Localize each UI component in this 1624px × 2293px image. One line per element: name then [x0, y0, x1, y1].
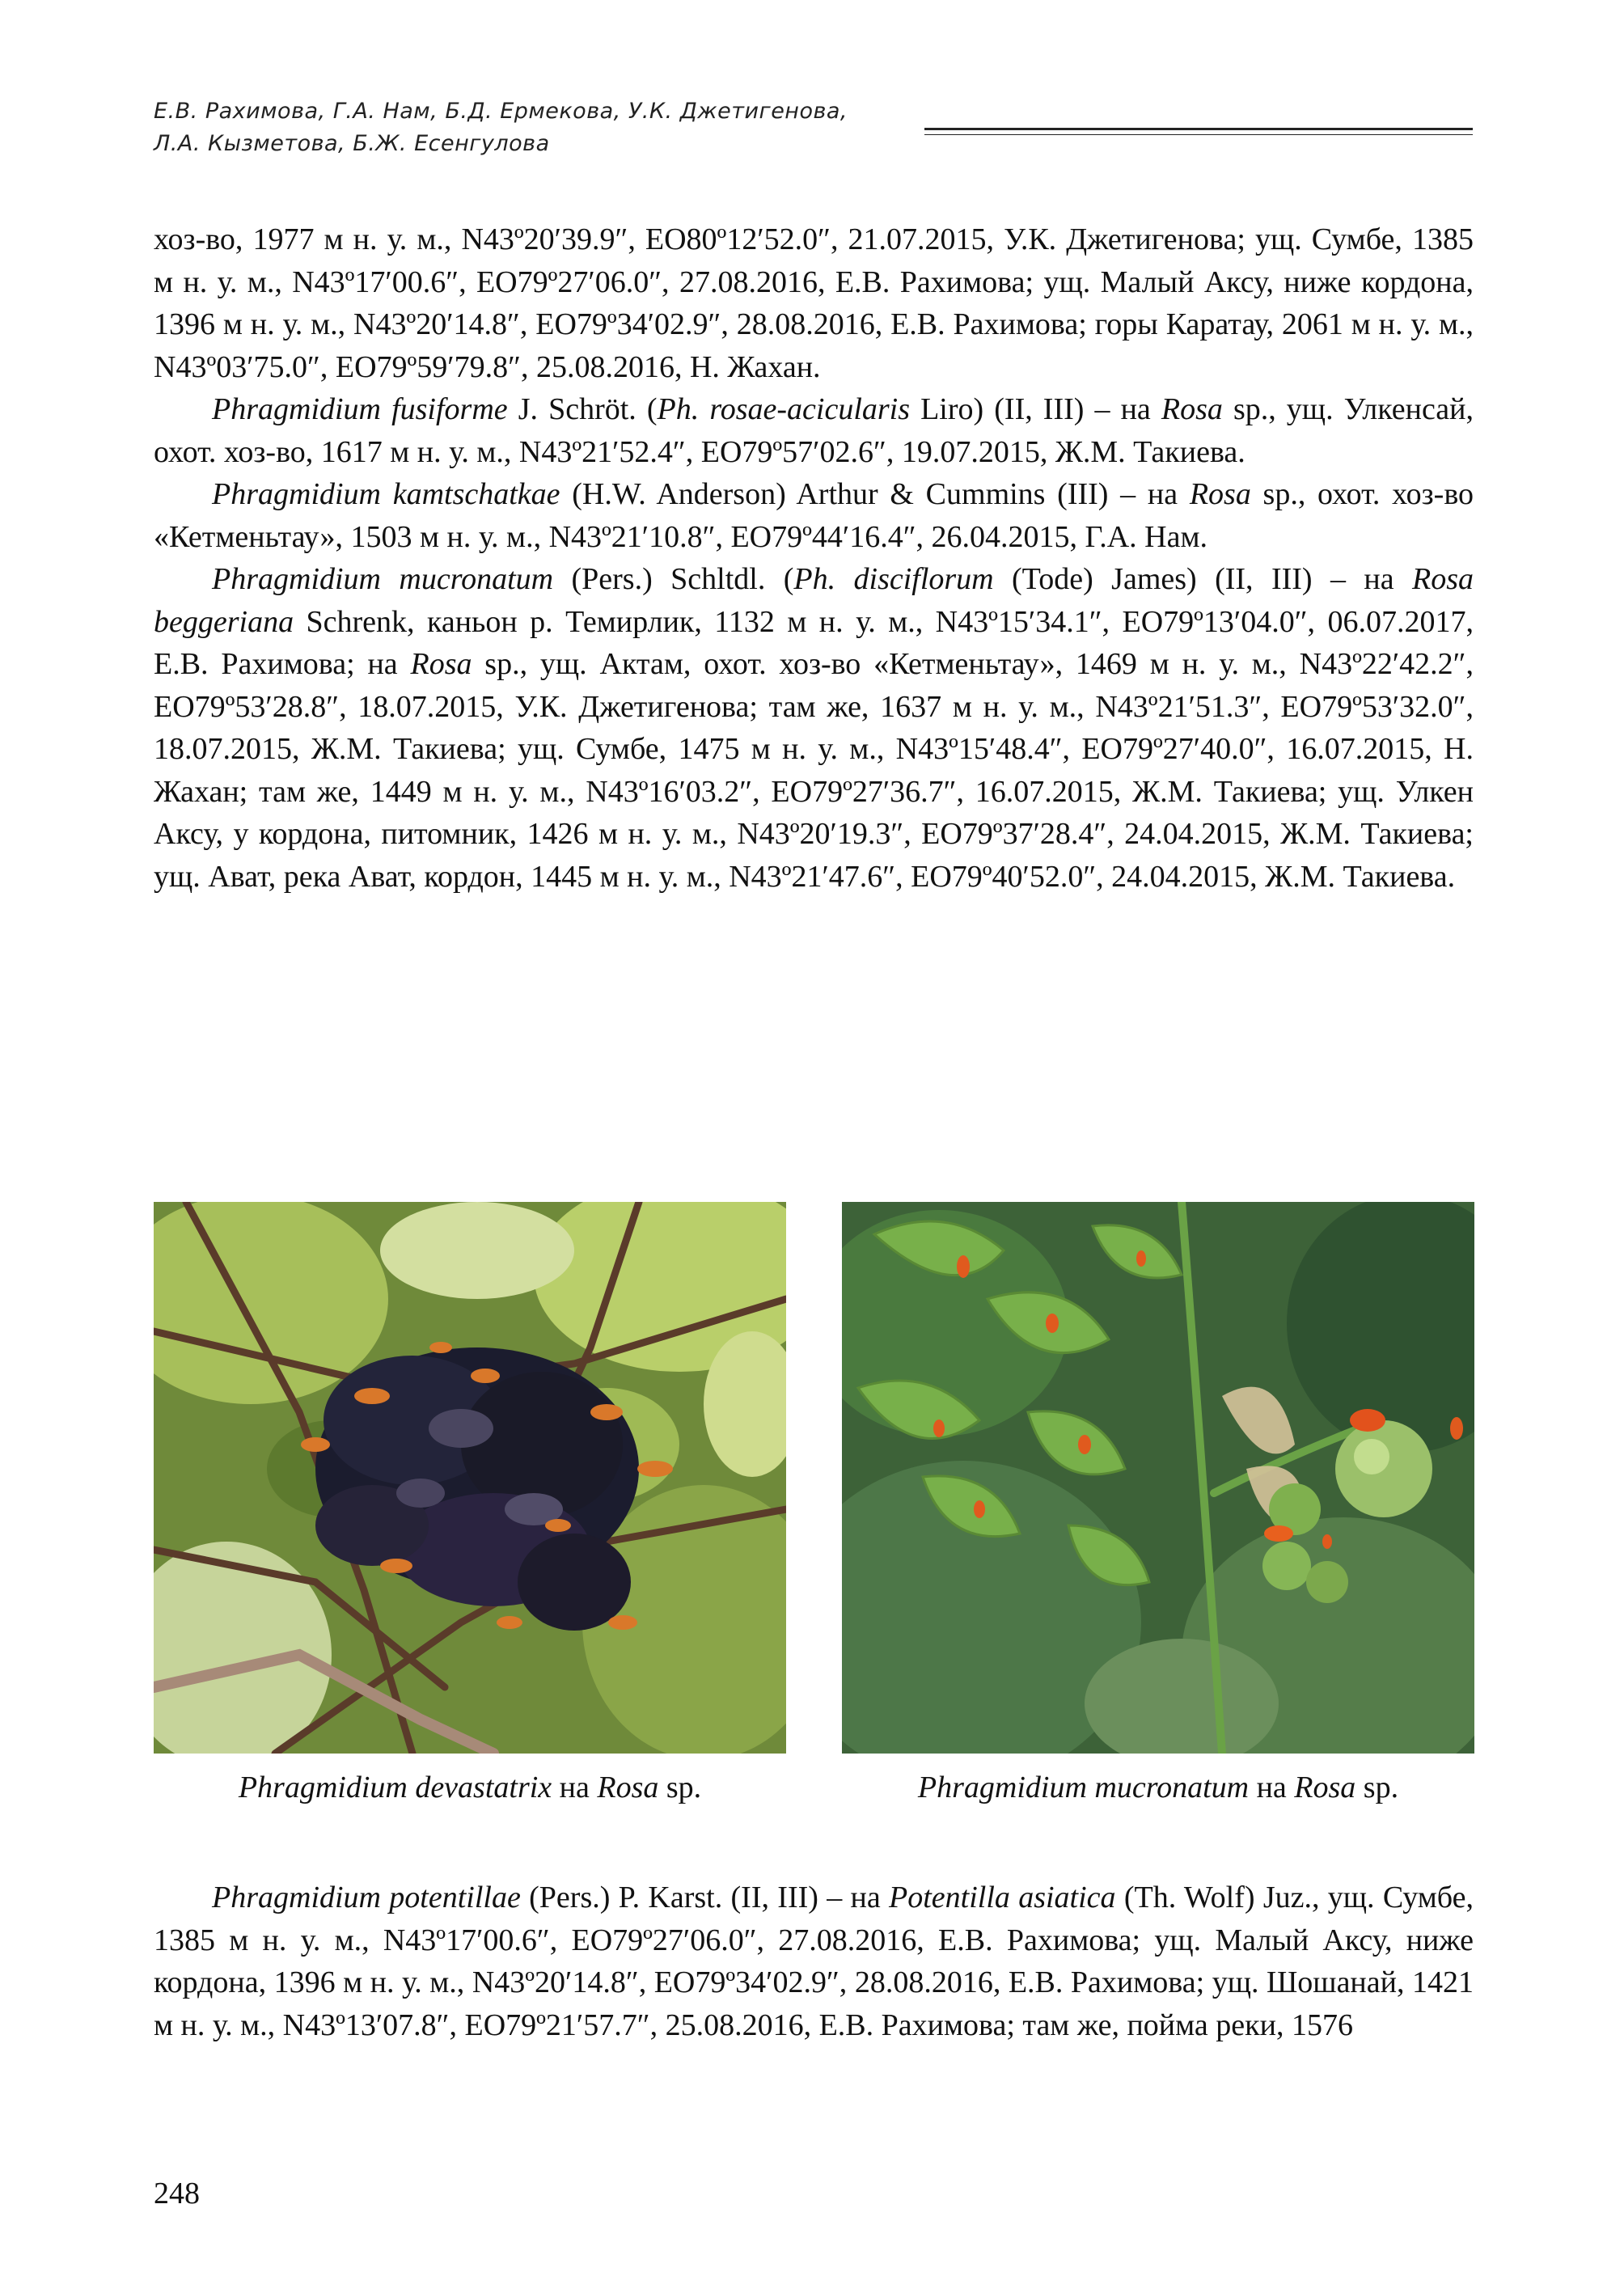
photo-mucronatum	[842, 1202, 1474, 1754]
text-run: sp., ущ. Улкенсай, охот. хоз-во, 1617 м н. у. м., N43º21′52.4″, EO79º57′02.6″, 19.07.2015, Ж.М. Такиева.	[154, 392, 1474, 469]
caption-host: Rosa	[1294, 1771, 1356, 1804]
caption-text: sp.	[658, 1771, 702, 1804]
paragraph-kamtschatkae	[154, 473, 1474, 558]
host-name: Potentilla asiatica	[889, 1881, 1116, 1914]
host-name: Rosa	[1189, 477, 1251, 511]
caption-mucronatum	[842, 1767, 1474, 1808]
species-name: Phragmidium fusiforme	[212, 392, 508, 426]
text-run: Schrenk, каньон р. Темирлик, 1132 м н. у. м., N43º15′34.1″, EO79º13′04.0″, 06.07.2017, Е.В. Рахимова; на	[154, 604, 1474, 681]
body-text-top	[154, 218, 1474, 898]
text-run: (Pers.) P. Karst. (II, III) – на	[520, 1881, 890, 1914]
host-name: Rosa	[410, 647, 472, 681]
text-run: Liro) (II, III) – на	[910, 392, 1161, 426]
paragraph-mucronatum	[154, 558, 1474, 898]
species-synonym: Ph. disciflorum	[793, 562, 994, 596]
species-name: Phragmidium kamtschatkae	[212, 477, 560, 511]
caption-species: Phragmidium mucronatum	[917, 1771, 1250, 1804]
caption-text: на	[552, 1771, 598, 1804]
header-authors-line2: Л.А. Кызметова, Б.Ж. Есенгулова	[154, 131, 550, 156]
body-text-bottom	[154, 1876, 1474, 2046]
text-run: (Pers.) Schltdl. (	[553, 562, 794, 596]
caption-host: Rosa	[597, 1771, 659, 1804]
photo-devastatrix	[154, 1202, 786, 1754]
page-number: 248	[154, 2177, 200, 2211]
text-run: (Tode) James) (II, III) – на	[993, 562, 1412, 596]
host-name: Rosa	[1161, 392, 1223, 426]
caption-text: на	[1249, 1771, 1295, 1804]
text-run: J. Schröt. (	[507, 392, 658, 426]
header-authors-line1: Е.В. Рахимова, Г.А. Нам, Б.Д. Ермекова, У.К. Джетигенова,	[154, 99, 848, 124]
species-name: Phragmidium potentillae	[212, 1881, 521, 1914]
photo-devastatrix-image	[154, 1202, 786, 1754]
caption-text: sp.	[1355, 1771, 1399, 1804]
species-synonym: Ph. rosae-acicularis	[657, 392, 911, 426]
paragraph-continuation: хоз-во, 1977 м н. у. м., N43º20′39.9″, EO80º12′52.0″, 21.07.2015, У.К. Джетигенова; ущ. Сумбе, 1385 м н. у. м., N43º17′00.6″, EO79º27′06.0″, 27.08.2016, Е.В. Рахимова; ущ. Малый Аксу, ниже кордона, 1396 м н. у. м., N43º20′14.8″, EO79º34′02.9″, 28.08.2016, Е.В. Рахимова; горы Каратау, 2061 м н. у. м., N43º03′75.0″, EO79º59′79.8″, 25.08.2016, Н. Жахан.	[154, 222, 1474, 384]
header-rule-thin	[924, 134, 1473, 135]
text-run: sp., охот. хоз-во «Кетменьтау», 1503 м н. у. м., N43º21′10.8″, EO79º44′16.4″, 26.04.2015, Г.А. Нам.	[154, 477, 1474, 554]
running-header	[154, 95, 898, 160]
text-run: sp., ущ. Актам, охот. хоз-во «Кетменьтау», 1469 м н. у. м., N43º22′42.2″, EO79º53′28.8″, 18.07.2015, У.К. Джетигенова; там же, 1637 м н. у. м., N43º21′51.3″, EO79º53′32.0″, 18.07.2015, Ж.М. Такиева; ущ. Сумбе, 1475 м н. у. м., N43º15′48.4″, EO79º27′40.0″, 16.07.2015, Н. Жахан; там же, 1449 м н. у. м., N43º16′03.2″, EO79º27′36.7″, 16.07.2015, Ж.М. Такиева; ущ. Улкен Аксу, у кордона, питомник, 1426 м н. у. м., N43º20′19.3″, EO79º37′28.4″, 24.04.2015, Ж.М. Такиева; ущ. Ават, река Ават, кордон, 1445 м н. у. м., N43º21′47.6″, EO79º40′52.0″, 24.04.2015, Ж.М. Такиева.	[154, 647, 1474, 894]
text-run: (H.W. Anderson) Arthur & Cummins (III) – на	[560, 477, 1190, 511]
species-name: Phragmidium mucronatum	[212, 562, 554, 596]
host-name: Rosa beggeriana	[154, 562, 1474, 639]
paragraph-potentillae	[154, 1876, 1474, 2046]
caption-species: Phragmidium devastatrix	[238, 1771, 552, 1804]
text-run: (Th. Wolf) Juz., ущ. Сумбе, 1385 м н. у. м., N43º17′00.6″, EO79º27′06.0″, 27.08.2016, Е.В. Рахимова; ущ. Малый Аксу, ниже кордона, 1396 м н. у. м., N43º20′14.8″, EO79º34′02.9″, 28.08.2016, Е.В. Рахимова; ущ. Шошанай, 1421 м н. у. м., N43º13′07.8″, EO79º21′57.7″, 25.08.2016, Е.В. Рахимова; там же, пойма реки, 1576	[154, 1881, 1474, 2042]
caption-devastatrix	[154, 1767, 786, 1808]
photo-mucronatum-image	[842, 1202, 1474, 1754]
header-rule	[924, 128, 1473, 130]
paragraph-fusiforme	[154, 388, 1474, 473]
